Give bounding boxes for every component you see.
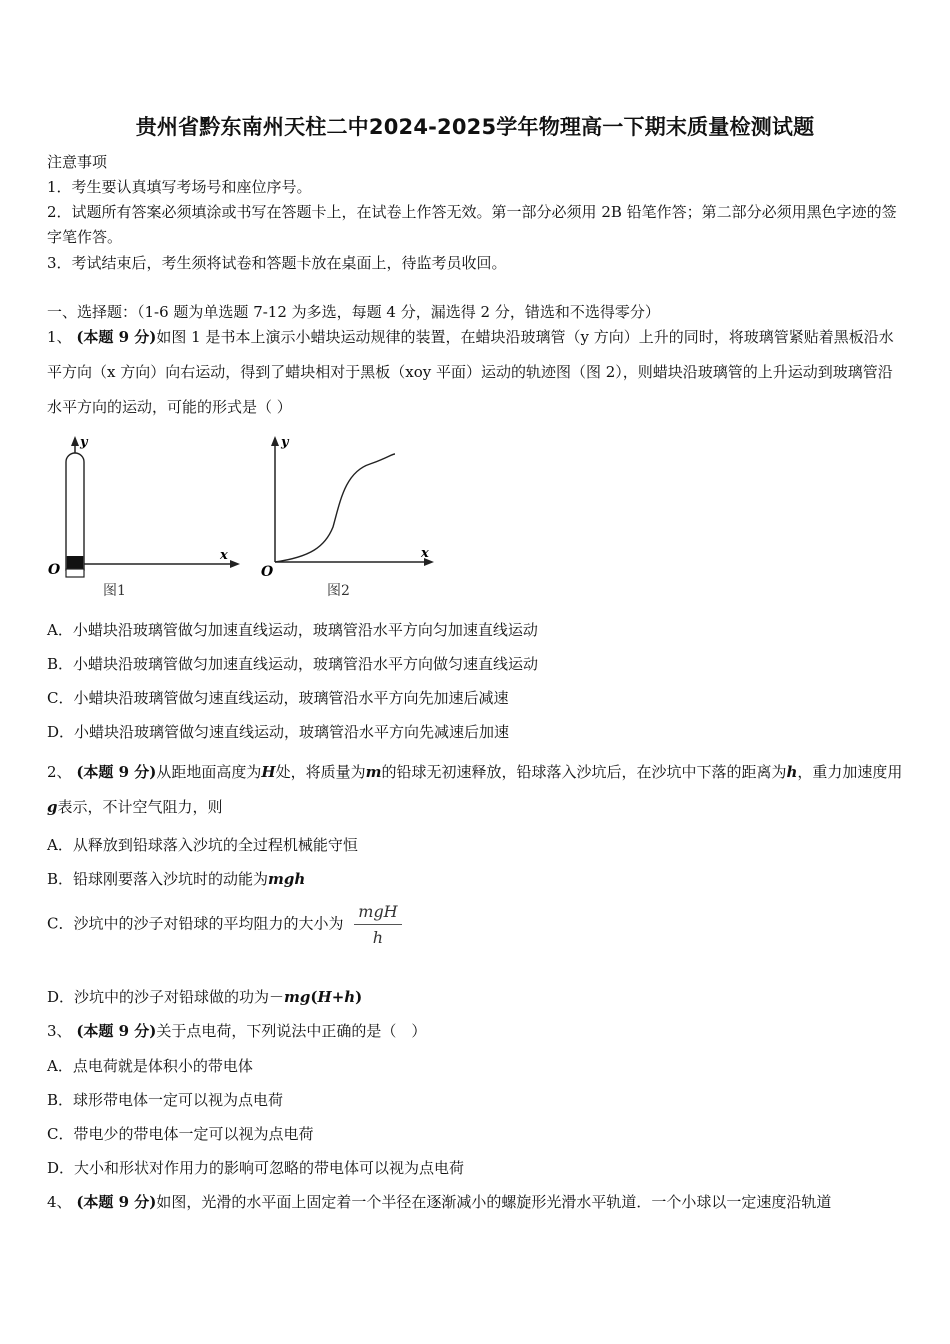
q3-option-c: C．带电少的带电体一定可以视为点电荷 bbox=[47, 1125, 314, 1143]
fraction-denominator: h bbox=[372, 928, 384, 947]
var-H: H bbox=[261, 763, 276, 781]
figure-2 bbox=[261, 435, 434, 599]
tube-stopper bbox=[66, 569, 84, 577]
fig1-y-label: y bbox=[80, 435, 88, 450]
q1-option-b: B．小蜡块沿玻璃管做匀加速直线运动，玻璃管沿水平方向做匀速直线运动 bbox=[47, 655, 539, 673]
option-text: D．沙坑中的沙子对铅球做的功为－ bbox=[47, 988, 285, 1006]
notice-item-2: 2．试题所有答案必须填涂或书写在答题卡上，在试卷上作答无效。第一部分必须用 2B 铅笔作答；第二部分必须用黑色字迹的签字笔作答。 bbox=[47, 203, 897, 246]
notice-item-1: 1．考生要认真填写考场号和座位序号。 bbox=[47, 178, 312, 196]
question-text: 如图 1 是书本上演示小蜡块运动规律的装置，在蜡块沿玻璃管（y 方向）上升的同时，将玻璃管紧贴着黑板沿水平方向（x 方向）向右运动，得到了蜡块相对于黑板（xoy 平面）运动的轨迹图（图 2），则蜡块沿玻璃管的上升运动到玻璃管沿水平方向的运动，可能的形式是（ ） bbox=[47, 328, 894, 416]
question-4 bbox=[47, 1191, 907, 1212]
q1-option-c: C．小蜡块沿玻璃管做匀速直线运动，玻璃管沿水平方向先加速后减速 bbox=[47, 689, 509, 707]
figure-1 bbox=[48, 435, 240, 599]
fraction-numerator: mgH bbox=[354, 902, 401, 925]
fig2-y-label: y bbox=[281, 435, 289, 450]
math-mgh: mgh bbox=[268, 870, 306, 888]
fig2-x-label: x bbox=[421, 546, 429, 561]
question-2 bbox=[47, 755, 907, 825]
q3-option-b: B．球形带电体一定可以视为点电荷 bbox=[47, 1091, 284, 1109]
question-number: 2、 bbox=[47, 763, 72, 781]
q3-option-a: A．点电荷就是体积小的带电体 bbox=[47, 1057, 253, 1075]
q2-option-d bbox=[47, 986, 362, 1007]
wax-block bbox=[67, 556, 84, 569]
question-text: 如图，光滑的水平面上固定着一个半径在逐渐减小的螺旋形光滑水平轨道．一个小球以一定速度沿轨道 bbox=[156, 1193, 832, 1211]
question-text: ，重力加速度用 bbox=[797, 763, 903, 781]
question-score-tag: (本题 9 分) bbox=[76, 1193, 157, 1211]
q2-option-b bbox=[47, 868, 305, 889]
var-g: g bbox=[47, 798, 58, 816]
fig1-x-label: x bbox=[220, 548, 228, 563]
option-text: B．铅球刚要落入沙坑时的动能为 bbox=[47, 870, 269, 888]
fig2-y-arrow-icon bbox=[271, 436, 279, 446]
q3-option-d: D．大小和形状对作用力的影响可忽略的带电体可以视为点电荷 bbox=[47, 1159, 465, 1177]
fig1-x-arrow-icon bbox=[230, 560, 240, 568]
trajectory-curve bbox=[275, 454, 395, 562]
fig1-origin-label: O bbox=[48, 562, 61, 578]
question-text: 的铅球无初速释放，铅球落入沙坑后，在沙坑中下落的距离为 bbox=[381, 763, 787, 781]
q2-option-c bbox=[47, 902, 402, 947]
question-number: 3、 bbox=[47, 1022, 72, 1040]
q1-figures bbox=[40, 432, 450, 602]
fig1-caption: 图1 bbox=[103, 583, 126, 599]
math-H-plus-h: H+h bbox=[317, 988, 356, 1006]
q1-option-a: A．小蜡块沿玻璃管做匀加速直线运动，玻璃管沿水平方向匀加速直线运动 bbox=[47, 621, 538, 639]
fig2-origin-label: O bbox=[261, 564, 274, 580]
option-text: C．沙坑中的沙子对铅球的平均阻力的大小为 bbox=[47, 914, 344, 933]
notice-heading: 注意事项 bbox=[47, 153, 108, 171]
glass-tube bbox=[66, 453, 84, 570]
question-text: 从距地面高度为 bbox=[156, 763, 262, 781]
paren-open: ( bbox=[310, 988, 318, 1006]
question-1 bbox=[47, 320, 907, 425]
var-h: h bbox=[786, 763, 798, 781]
fig1-y-arrow-icon bbox=[71, 436, 79, 446]
var-m: m bbox=[365, 763, 382, 781]
fraction-mgH-over-h bbox=[354, 902, 401, 947]
question-score-tag: (本题 9 分) bbox=[76, 1022, 157, 1040]
exam-title: 贵州省黔东南州天柱二中2024-2025学年物理高一下期末质量检测试题 bbox=[135, 115, 815, 139]
question-text: 关于点电荷，下列说法中正确的是（ ） bbox=[156, 1022, 427, 1040]
paren-close: ) bbox=[355, 988, 363, 1006]
question-3 bbox=[47, 1020, 426, 1041]
question-score-tag: (本题 9 分) bbox=[76, 328, 157, 346]
question-text: 表示，不计空气阻力，则 bbox=[57, 798, 223, 816]
question-number: 1、 bbox=[47, 328, 72, 346]
q1-option-d: D．小蜡块沿玻璃管做匀速直线运动，玻璃管沿水平方向先减速后加速 bbox=[47, 723, 510, 741]
question-text: 处，将质量为 bbox=[275, 763, 366, 781]
section-heading: 一、选择题：（1-6 题为单选题 7-12 为多选，每题 4 分，漏选得 2 分，错选和不选得零分） bbox=[47, 303, 660, 321]
fig2-caption: 图2 bbox=[327, 583, 350, 599]
question-number: 4、 bbox=[47, 1193, 72, 1211]
question-score-tag: (本题 9 分) bbox=[76, 763, 157, 781]
notice-item-3: 3．考试结束后，考生须将试卷和答题卡放在桌面上，待监考员收回。 bbox=[47, 254, 507, 272]
q2-option-a: A．从释放到铅球落入沙坑的全过程机械能守恒 bbox=[47, 836, 358, 854]
math-mg: mg bbox=[284, 988, 311, 1006]
